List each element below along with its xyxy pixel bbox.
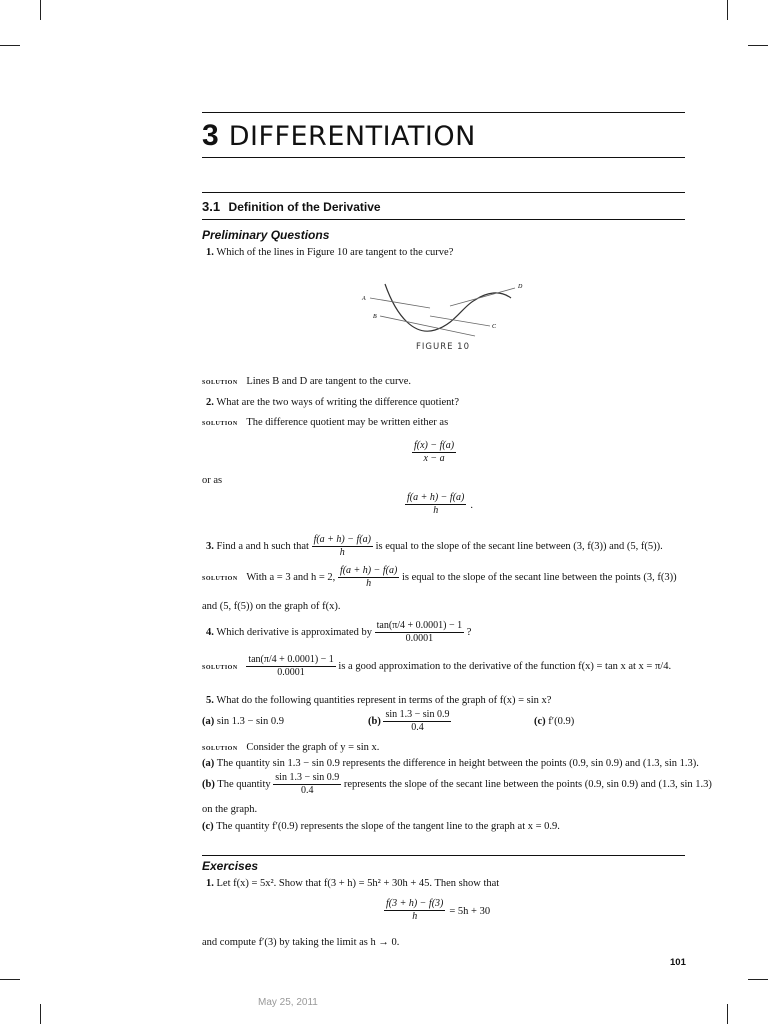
crop-mark (748, 979, 768, 980)
solution-1: solution Lines B and D are tangent to the curve. (202, 376, 412, 387)
solution-2: solution The difference quotient may be written either as (202, 417, 449, 428)
or-as-text: or as (202, 475, 223, 486)
exercises-heading: Exercises (202, 859, 259, 873)
section-rule-top (202, 192, 685, 193)
solution-5b-line2: on the graph. (202, 804, 258, 815)
question-5: 5. What do the following quantities represent in terms of the graph of f(x) = sin x? (206, 695, 552, 706)
label-d: D (518, 284, 523, 290)
display-fraction-2: $\frac{f(a + h) - f(a)}{h}$ . (407, 492, 473, 516)
crop-mark (748, 45, 768, 46)
solution-3-line2: and (5, f(5)) on the graph of f(x). (202, 601, 341, 612)
label-a: A (362, 296, 366, 302)
crop-mark (0, 979, 20, 980)
crop-mark (40, 1004, 41, 1024)
exercises-rule (202, 855, 685, 856)
crop-mark (40, 0, 41, 20)
question-2: 2. What are the two ways of writing the difference quotient? (206, 397, 459, 408)
question-5c: (c) f′(0.9) (534, 716, 575, 727)
label-c: C (492, 324, 497, 330)
page-number: 101 (670, 957, 686, 968)
question-5a: (a) sin 1.3 − sin 0.9 (202, 716, 285, 727)
solution-5a: (a) The quantity sin 1.3 − sin 0.9 represents the difference in height between the points (0.9, sin 0.9) and (1.3, sin 1.3). (202, 758, 699, 769)
subsection-heading: Preliminary Questions (202, 228, 330, 242)
crop-mark (0, 45, 20, 46)
crop-mark (727, 1004, 728, 1024)
line-c (430, 316, 490, 326)
line-a (370, 298, 430, 308)
chapter-rule-bottom (202, 157, 685, 158)
section-title: Definition of the Derivative (228, 200, 381, 214)
section-number: 3.1 (202, 199, 221, 214)
line-b (380, 316, 475, 336)
solution-3: solution With a = 3 and h = 2, $\frac{f(a + h) - f(a)}{h}$ is equal to the slope of the secant line between the points (3, f(3)) (202, 565, 677, 589)
section-rule-bottom (202, 219, 685, 220)
figure-10 (355, 278, 535, 342)
exercise-1: 1. Let f(x) = 5x². Show that f(3 + h) = 5h² + 30h + 45. Then show that (206, 878, 500, 889)
solution-5: solution Consider the graph of y = sin x. (202, 742, 380, 753)
exercise-1-line2: and compute f′(3) by taking the limit as h → 0. (202, 937, 400, 948)
chapter-title: DIFFERENTIATION (228, 121, 476, 152)
chapter-heading (202, 117, 476, 157)
solution-5c: (c) The quantity f′(0.9) represents the slope of the tangent line to the graph at x = 0.9. (202, 821, 560, 832)
question-5b: (b) $\frac{\sin 1.3 - \sin 0.9}{0.4}$ (368, 709, 450, 733)
display-fraction-1: $\frac{f(x) - f(a)}{x - a}$ (414, 440, 455, 464)
section-heading (202, 198, 381, 216)
chapter-rule-top (202, 112, 685, 113)
chapter-number: 3 (202, 119, 219, 152)
crop-mark (727, 0, 728, 20)
solution-5b: (b) The quantity $\frac{\sin 1.3 - \sin 0.9}{0.4}$ represents the slope of the secant line between the points (0.9, sin 0.9) and (1.3, sin 1.3) (202, 772, 712, 796)
label-b: B (373, 314, 377, 320)
solution-4: solution $\frac{\tan(\pi/4 + 0.0001) - 1}{0.0001}$ is a good approximation to the derivative of the function f(x) = tan x at x = π/4. (202, 654, 672, 678)
exercise-1-display: $\frac{f(3 + h) - f(3)}{h}$ = 5h + 30 (386, 898, 491, 922)
question-1: 1. Which of the lines in Figure 10 are tangent to the curve? (206, 247, 454, 258)
line-d (450, 288, 515, 306)
question-4: 4. Which derivative is approximated by $\frac{\tan(\pi/4 + 0.0001) - 1}{0.0001}$ ? (206, 620, 472, 644)
question-3: 3. Find a and h such that $\frac{f(a + h) - f(a)}{h}$ is equal to the slope of the secant line between (3, f(3)) and (5, f(5)). (206, 534, 663, 558)
figure-caption: FIGURE 10 (416, 342, 470, 352)
footer-date: May 25, 2011 (258, 997, 318, 1008)
